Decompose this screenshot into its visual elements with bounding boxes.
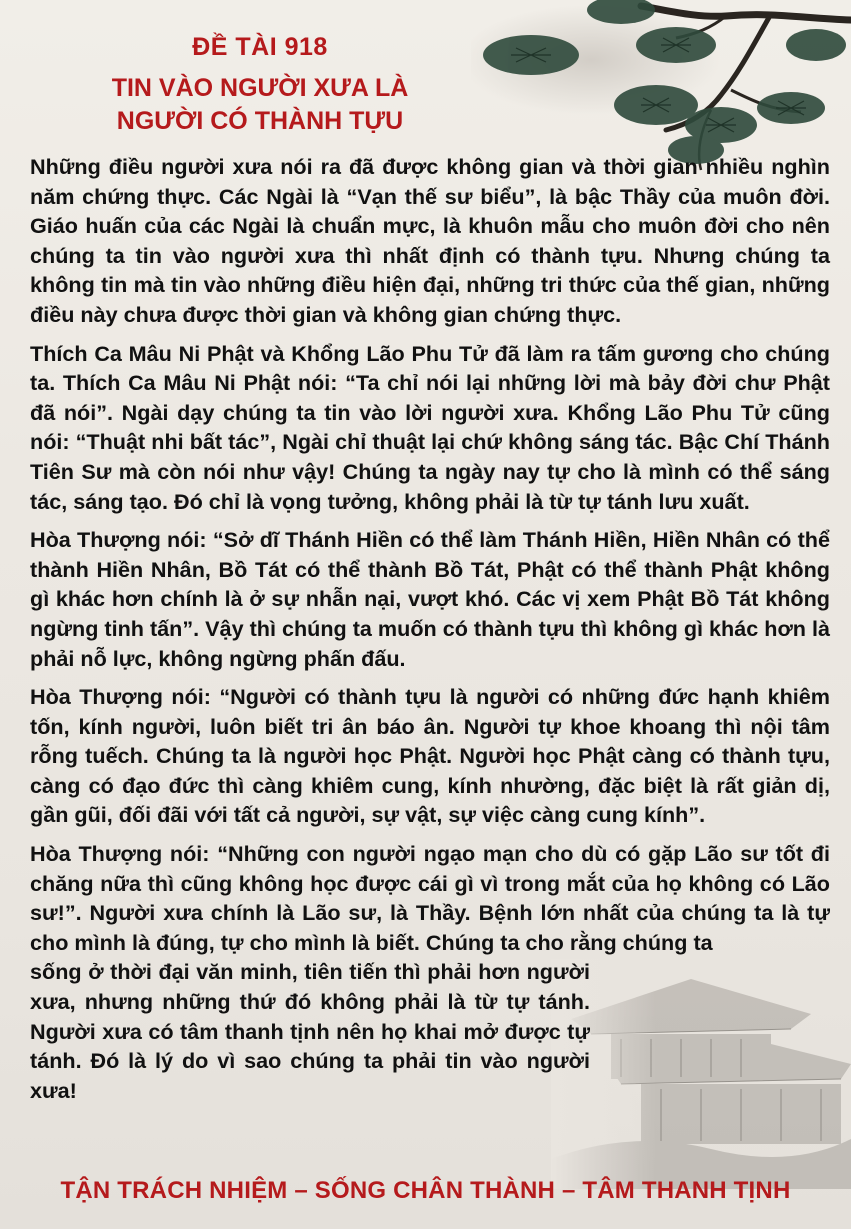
paragraph-3: Hòa Thượng nói: “Sở dĩ Thánh Hiền có thể làm Thánh Hiền, Hiền Nhân có thể thành Hiền Nhân, Bồ Tát có thể thành Bồ Tát, Phật có thể thành Phật không gì khác hơn chính là ở sự nhẫn nại, vượt khó. Các vị xem Phật Bồ Tát không ngừng tinh tấn”. Vậy thì chúng ta muốn có thành tựu thì không gì khác hơn là phải nỗ lực, không ngừng phấn đấu. [30,527,830,671]
title-line-1: TIN VÀO NGƯỜI XƯA LÀ [111,74,409,102]
article-body [30,152,830,1105]
topic-number: ĐỀ TÀI 918 [192,33,328,61]
paragraph-1: Những điều người xưa nói ra đã được không gian và thời gian nhiều nghìn năm chứng thực. Các Ngài là “Vạn thế sư biểu”, là bậc Thầy của muôn đời. Giáo huấn của các Ngài là chuẩn mực, là khuôn mẫu cho muôn đời cho nên chúng ta tin vào người xưa thì nhất định có thành tựu. Nhưng chúng ta không tin mà tin vào những điều hiện đại, những tri thức của thế gian, những điều này chưa được thời gian và không gian chứng thực. [30,154,830,327]
pine-branch-illustration [471,0,851,175]
paragraph-5-part-1: Hòa Thượng nói: “Những con người ngạo mạn cho dù có gặp Lão sư tốt đi chăng nữa thì cũng không học được cái gì vì trong mắt của họ không có Lão sư!”. Người xưa chính là Lão sư, là Thầy. Bệnh lớn nhất của chúng ta là tự cho mình là đúng, tự cho mình là biết. Chúng ta cho rằng chúng ta [30,841,830,955]
header [40,30,480,138]
paragraph-4: Hòa Thượng nói: “Người có thành tựu là người có những đức hạnh khiêm tốn, kính người, luôn biết tri ân báo ân. Người tự khoe khoang thì nội tâm rỗng tuếch. Chúng ta là người học Phật. Người học Phật càng có thành tựu, càng có đạo đức thì càng khiêm cung, kính nhường, đặc biệt là rất giản dị, gần gũi, đối đãi với tất cả người, sự vật, sự việc càng cung kính”. [30,684,830,828]
paragraph-5-part-2: sống ở thời đại văn minh, tiên tiến thì phải hơn người xưa, nhưng những thứ đó không phải là từ tự tánh. Người xưa có tâm thanh tịnh nên họ khai mở được tự tánh. Đó là lý do vì sao chúng ta phải tin vào người xưa! [30,959,590,1103]
footer-motto: TẬN TRÁCH NHIỆM – SỐNG CHÂN THÀNH – TÂM THANH TỊNH [60,1177,791,1204]
paragraph-2: Thích Ca Mâu Ni Phật và Khổng Lão Phu Tử đã làm ra tấm gương cho chúng ta. Thích Ca Mâu Ni Phật nói: “Ta chỉ nói lại những lời mà bảy đời chư Phật đã nói”. Ngài dạy chúng ta tin vào lời người xưa. Khổng Lão Phu Tử cũng nói: “Thuật nhi bất tác”, Ngài chỉ thuật lại chứ không sáng tác. Bậc Chí Thánh Tiên Sư mà còn nói như vậy! Chúng ta ngày nay tự cho là mình có thể sáng tác, sáng tạo. Đó chỉ là vọng tưởng, không phải là từ tự tánh lưu xuất. [30,340,830,514]
title-line-2: NGƯỜI CÓ THÀNH TỰU [116,107,404,135]
